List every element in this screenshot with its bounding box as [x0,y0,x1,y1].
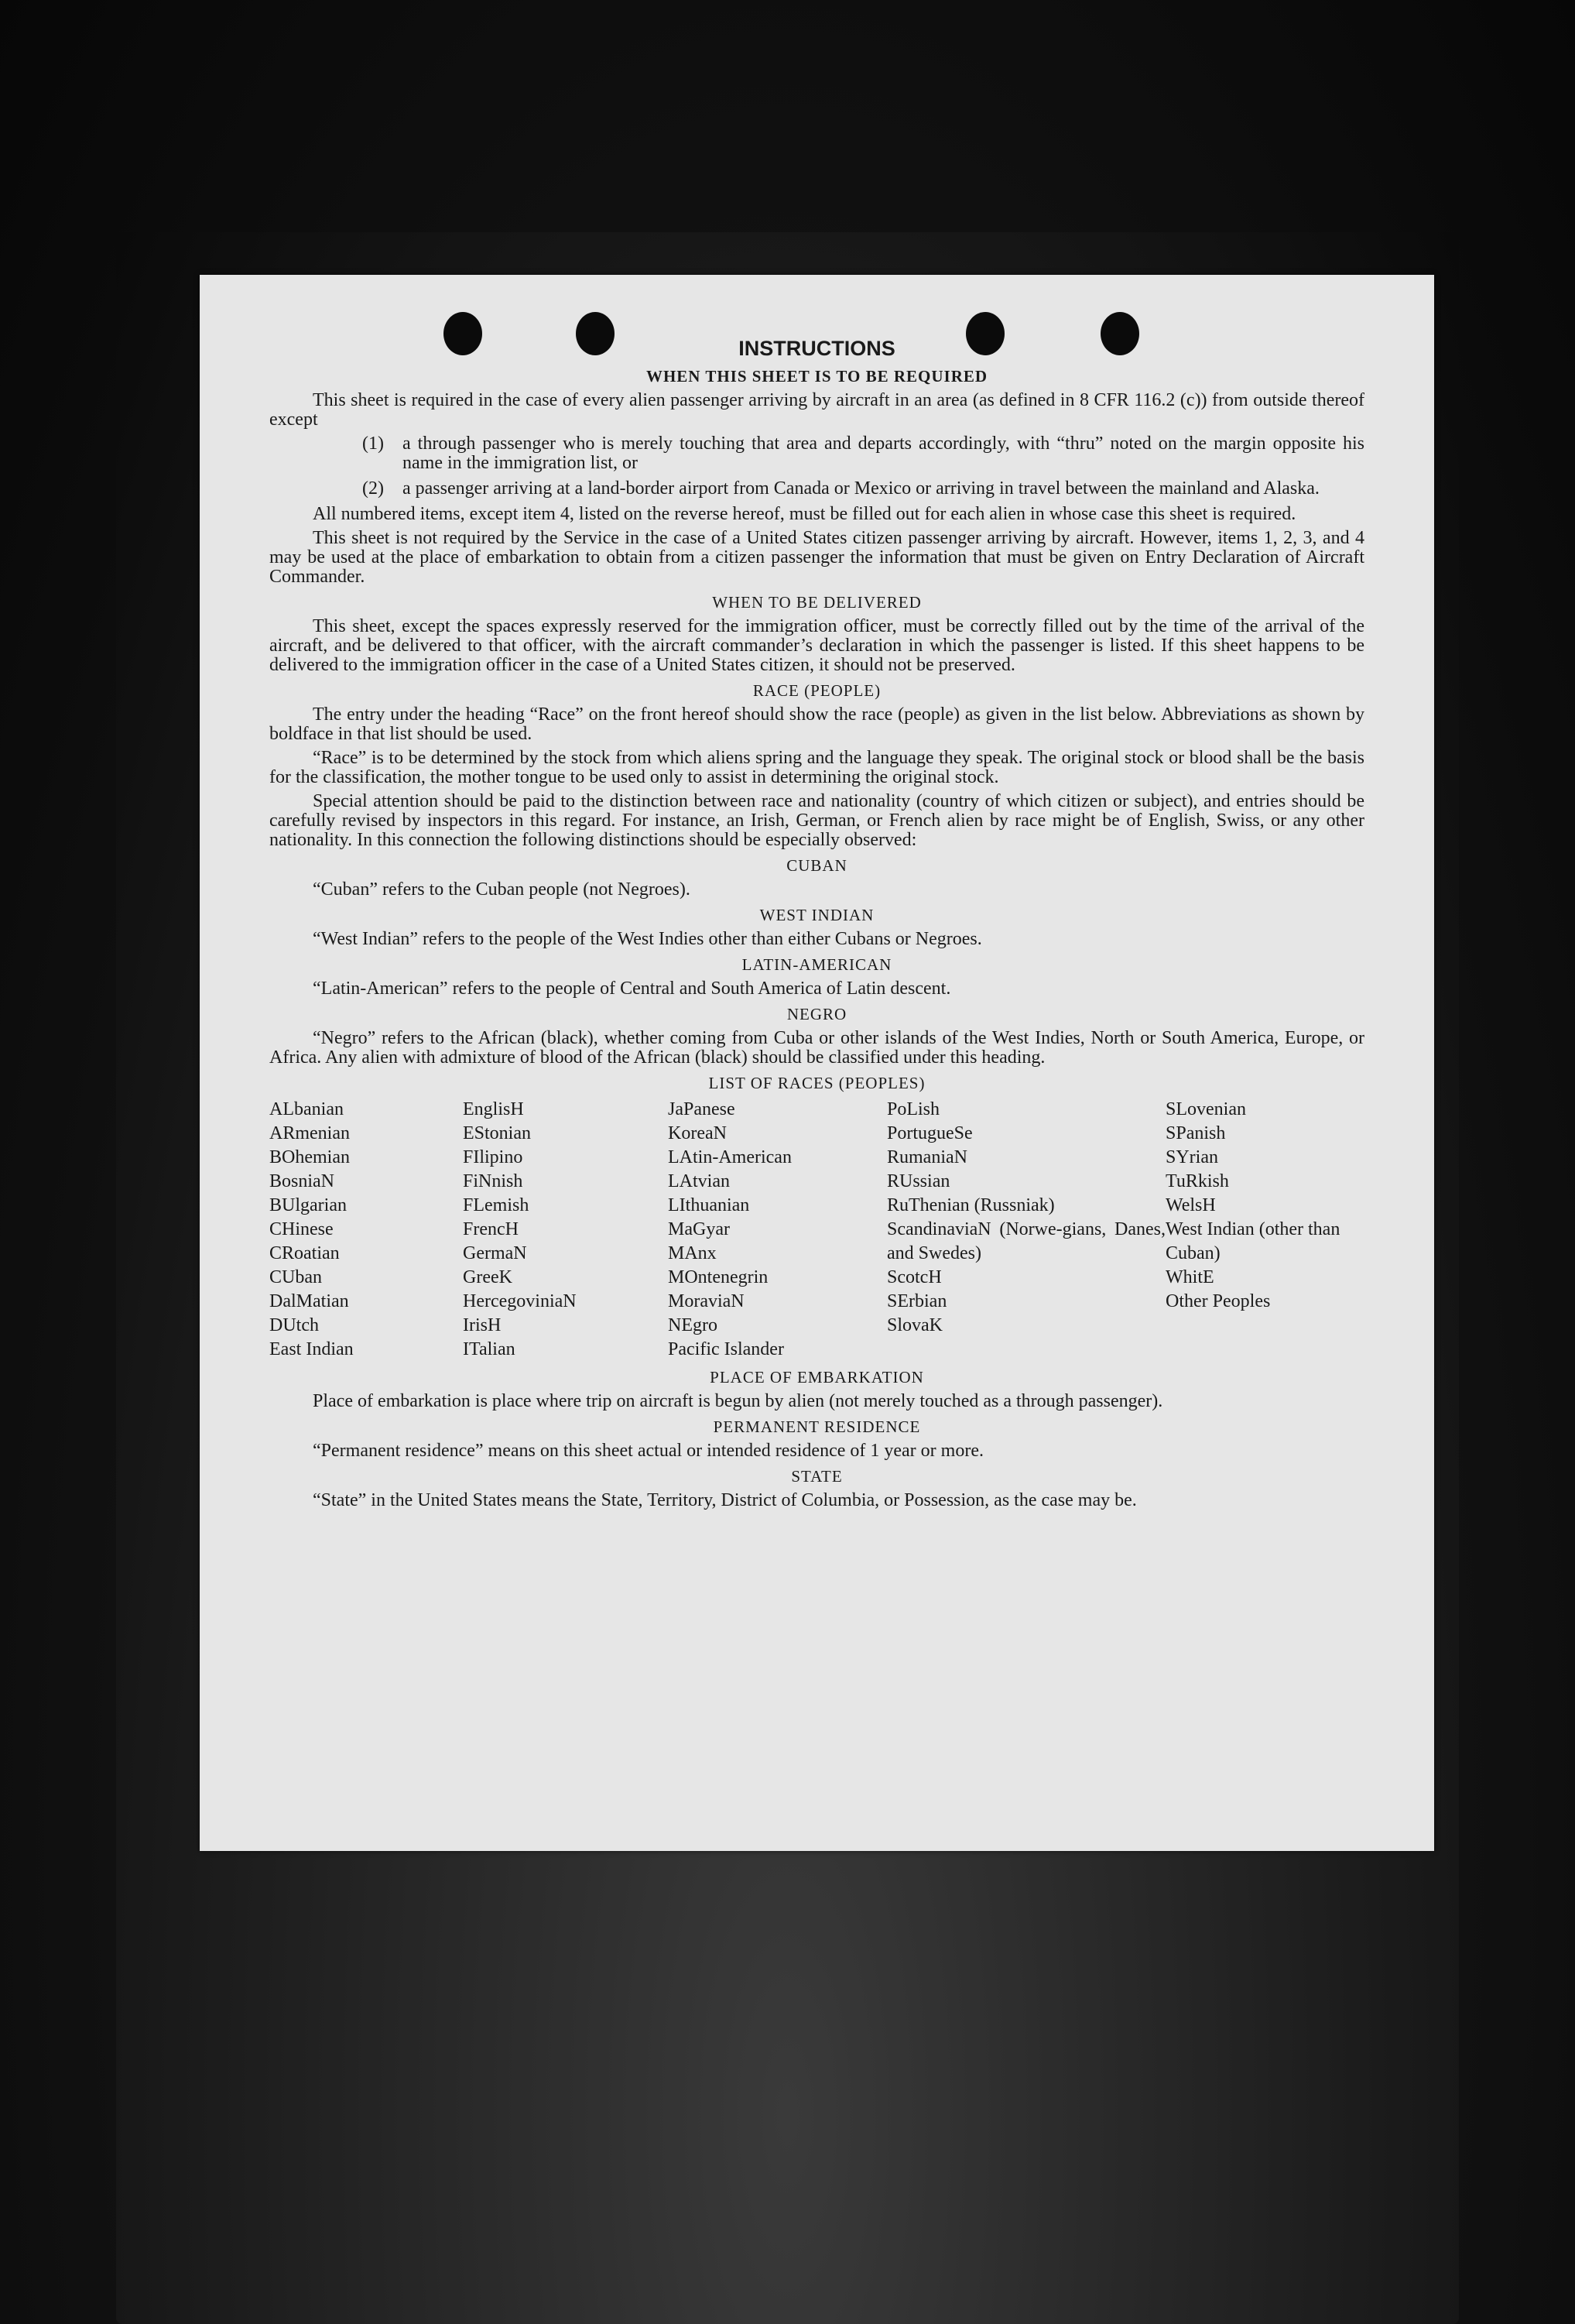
race-entry: BosniaN [269,1171,334,1191]
race-entry: RUssian [887,1171,950,1191]
exception-number: (1) [362,434,384,454]
races-column [269,1098,463,1362]
section-heading-cuban: CUBAN [786,856,847,875]
races-list [269,1098,1364,1362]
when-required-para-3: This sheet is not required by the Service in the case of a United States citizen passenger arriving by aircraft. However, items 1, 2, 3, and 4 may be used at the place of embarkation to obtain from a citizen passenger the information that must be given on Entry Declaration of Aircraft Commander. [269,528,1364,587]
race-para-3: Special attention should be paid to the distinction between race and nationality (country of which citizen or subject), and entries should be carefully revised by inspectors in this regard. For instance, an Irish, German, or French alien by race might be of English, Swiss, or any other nationality. In this connection the following distinctions should be especially observed: [269,791,1364,850]
race-entry: RuThenian (Russniak) [887,1195,1055,1215]
section-heading-embarkation: PLACE OF EMBARKATION [710,1368,924,1387]
race-entry: ITalian [463,1339,515,1359]
race-entry: SPanish [1166,1123,1226,1143]
races-column [887,1098,1166,1362]
exception-item [362,434,1364,473]
race-entry: JaPanese [668,1099,735,1119]
when-delivered-text: This sheet, except the spaces expressly reserved for the immigration officer, must be correctly filled out by the time of the arrival of the aircraft, and be delivered to that officer, with the aircraft commander’s declaration in which the passenger is listed. If this sheet happens to be delivered to the immigration officer in the case of a United States citizen, it should not be preserved. [269,616,1364,675]
section-heading-list-of-races: LIST OF RACES (PEOPLES) [708,1074,926,1092]
exception-text: a passenger arriving at a land-border airport from Canada or Mexico or arriving in travel between the mainland and Alaska. [402,478,1320,499]
race-entry: Pacific Islander [668,1339,784,1359]
negro-text: “Negro” refers to the African (black), whether coming from Cuba or other islands of the West Indies, North or South America, Europe, or Africa. Any alien with admixture of blood of the African (black) should be classified under this heading. [269,1028,1364,1068]
race-entry: MAnx [668,1243,717,1263]
race-entry: MoraviaN [668,1291,745,1311]
race-entry: CHinese [269,1219,334,1239]
race-entry: DUtch [269,1315,319,1335]
latin-american-text: “Latin-American” refers to the people of Central and South America of Latin descent. [313,979,951,999]
exception-text: a through passenger who is merely touching that area and departs accordingly, with “thru” noted on the margin opposite his name in the immigration list, or [402,434,1364,473]
cuban-text: “Cuban” refers to the Cuban people (not Negroes). [313,879,690,900]
exception-item [362,479,1364,499]
race-entry: LAtvian [668,1171,730,1191]
race-para-1: The entry under the heading “Race” on the front hereof should show the race (people) as given in the list below. Abbreviations as shown by boldface in that list should be used. [269,704,1364,744]
race-entry: SYrian [1166,1147,1218,1167]
race-entry: CUban [269,1267,322,1287]
race-entry: ALbanian [269,1099,344,1119]
section-heading-state: STATE [791,1467,843,1486]
document-content [269,337,1364,1515]
section-heading-when-required: WHEN THIS SHEET IS TO BE REQUIRED [645,367,988,386]
race-entry: SlovaK [887,1315,943,1335]
race-entry: SLovenian [1166,1099,1246,1119]
race-entry: RumaniaN [887,1147,967,1167]
page-title: INSTRUCTIONS [738,337,895,360]
race-entry: BUlgarian [269,1195,347,1215]
race-entry: LAtin-American [668,1147,792,1167]
races-column [1166,1098,1364,1362]
residence-text: “Permanent residence” means on this sheet actual or intended residence of 1 year or more. [313,1441,984,1461]
race-entry: Other Peoples [1166,1291,1271,1311]
race-entry: ScandinaviaN (Norwe-gians, Danes, and Swedes) [887,1219,1166,1263]
race-entry: ScotcH [887,1267,942,1287]
race-entry: FiNnish [463,1171,523,1191]
race-entry: IrisH [463,1315,502,1335]
state-text: “State” in the United States means the State, Territory, District of Columbia, or Possession, as the case may be. [313,1490,1137,1510]
race-entry: DalMatian [269,1291,349,1311]
when-required-intro: This sheet is required in the case of every alien passenger arriving by aircraft in an area (as defined in 8 CFR 116.2 (c)) from outside thereof except [269,390,1364,430]
document-sheet [200,275,1434,1851]
when-required-para-2: All numbered items, except item 4, listed on the reverse hereof, must be filled out for each alien in whose case this sheet is required. [313,504,1296,524]
race-entry: TuRkish [1166,1171,1229,1191]
race-entry: LIthuanian [668,1195,750,1215]
race-entry: West Indian (other than Cuban) [1166,1219,1340,1263]
section-heading-residence: PERMANENT RESIDENCE [713,1417,921,1436]
race-entry: SErbian [887,1291,947,1311]
race-entry: WelsH [1166,1195,1216,1215]
race-entry: NEgro [668,1315,717,1335]
embarkation-text: Place of embarkation is place where trip on aircraft is begun by alien (not merely touched as a through passenger). [313,1391,1163,1411]
section-heading-west-indian: WEST INDIAN [759,906,875,924]
race-entry: EStonian [463,1123,531,1143]
race-entry: GreeK [463,1267,512,1287]
race-entry: FrencH [463,1219,519,1239]
race-entry: ARmenian [269,1123,350,1143]
race-entry: PortugueSe [887,1123,973,1143]
race-entry: East Indian [269,1339,354,1359]
race-entry: FLemish [463,1195,529,1215]
races-column [668,1098,887,1362]
race-entry: WhitE [1166,1267,1214,1287]
west-indian-text: “West Indian” refers to the people of the West Indies other than either Cubans or Negroes. [313,929,982,949]
race-entry: MaGyar [668,1219,730,1239]
race-entry: HercegoviniaN [463,1291,577,1311]
section-heading-negro: NEGRO [786,1005,847,1023]
race-entry: FIlipino [463,1147,523,1167]
race-entry: BOhemian [269,1147,350,1167]
section-heading-when-delivered: WHEN TO BE DELIVERED [712,593,922,612]
exception-number: (2) [362,478,384,499]
section-heading-latin-american: LATIN-AMERICAN [741,955,892,974]
races-column [463,1098,668,1362]
race-entry: EnglisH [463,1099,524,1119]
race-entry: CRoatian [269,1243,340,1263]
section-heading-race: RACE (PEOPLE) [752,681,882,700]
race-entry: KoreaN [668,1123,727,1143]
race-para-2: “Race” is to be determined by the stock from which aliens spring and the language they speak. The original stock or blood shall be the basis for the classification, the mother tongue to be used only to assist in determining the original stock. [269,748,1364,787]
race-entry: MOntenegrin [668,1267,769,1287]
race-entry: PoLish [887,1099,940,1119]
race-entry: GermaN [463,1243,527,1263]
